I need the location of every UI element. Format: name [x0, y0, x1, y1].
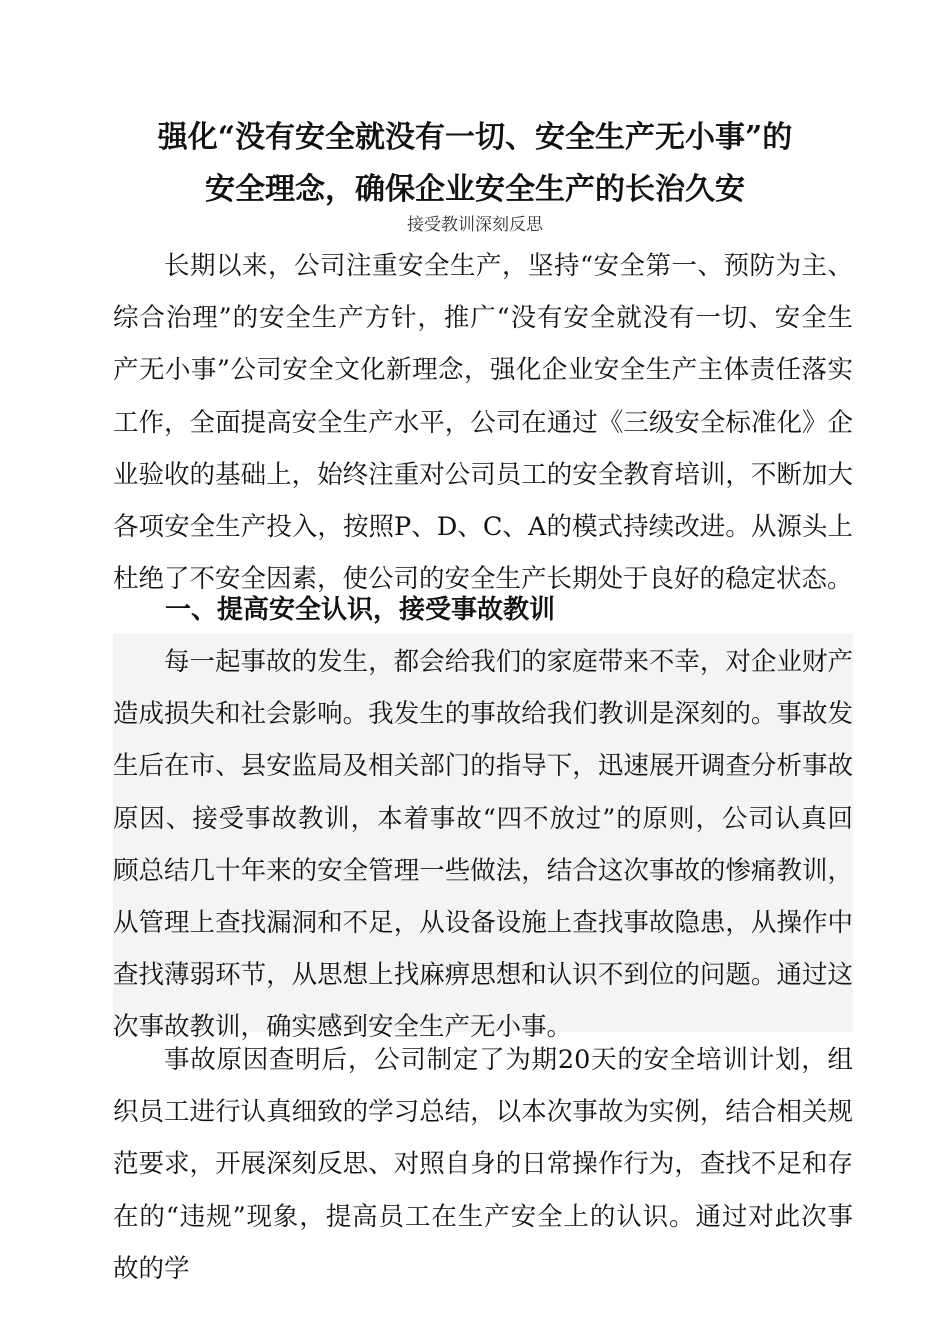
document-title-line-2: 安全理念，确保企业安全生产的长治久安	[205, 172, 745, 207]
document-subtitle: 接受教训深刻反思	[407, 215, 543, 235]
document-title-line-1: 强化“没有安全就没有一切、安全生产无小事”的	[157, 120, 793, 155]
section-1-paragraph-2: 事故原因查明后，公司制定了为期20天的安全培训计划，组织员工进行认真细致的学习总结，以本次事故为实例，结合相关规范要求，开展深刻反思、对照自身的日常操作行为，查找不足和存在的“违规”现象，提高员工在生产安全上的认识。通过对此次事故的学	[113, 1045, 853, 1284]
intro-paragraph: 长期以来，公司注重安全生产，坚持“安全第一、预防为主、综合治理”的安全生产方针，推广“没有安全就没有一切、安全生产无小事”公司安全文化新理念，强化企业安全生产主体责任落实工作，全面提高安全生产水平，公司在通过《三级安全标准化》企业验收的基础上，始终注重对公司员工的安全教育培训，不断加大各项安全生产投入，按照P、D、C、A的模式持续改进。从源头上杜绝了不安全因素，使公司的安全生产长期处于良好的稳定状态。	[113, 251, 853, 595]
section-1-heading: 一、提高安全认识，接受事故教训	[165, 595, 556, 625]
section-1-paragraph-1: 每一起事故的发生，都会给我们的家庭带来不幸，对企业财产造成损失和社会影响。我发生的事故给我们教训是深刻的。事故发生后在市、县安监局及相关部门的指导下，迅速展开调查分析事故原因、接受事故教训，本着事故“四不放过”的原则，公司认真回顾总结几十年来的安全管理一些做法，结合这次事故的惨痛教训，从管理上查找漏洞和不足，从设备设施上查找事故隐患，从操作中查找薄弱环节，从思想上找麻痹思想和认识不到位的问题。通过这次事故教训，确实感到安全生产无小事。	[113, 647, 853, 1043]
